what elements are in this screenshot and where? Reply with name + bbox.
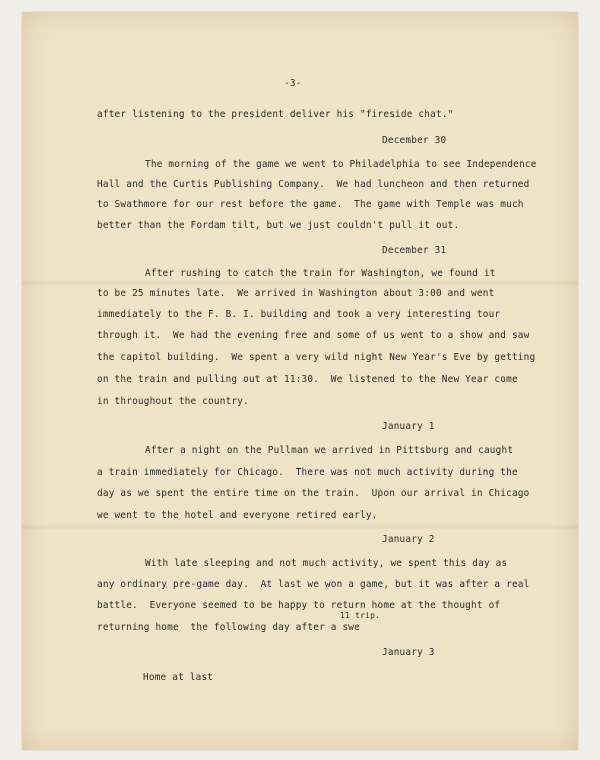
date-heading: December 31 [382, 245, 447, 256]
date-heading: December 30 [382, 135, 447, 146]
text-line: after listening to the president deliver his "fireside chat." [97, 109, 454, 120]
document-page [22, 12, 578, 750]
text-line: Hall and the Curtis Publishing Company. We had luncheon and then returned [97, 179, 530, 190]
page-fold [22, 524, 578, 530]
text-line: The morning of the game we went to Philadelphia to see Independence [145, 159, 537, 170]
date-heading: January 3 [382, 647, 435, 658]
page-fold [22, 280, 578, 286]
text-line: battle. Everyone seemed to be happy to return home at the thought of [97, 600, 501, 611]
text-line: we went to the hotel and everyone retired early. [97, 510, 378, 521]
text-line: in throughout the country. [97, 396, 249, 407]
text-line: After a night on the Pullman we arrived in Pittsburg and caught [145, 445, 514, 456]
text-line: a train immediately for Chicago. There was not much activity during the [97, 467, 518, 478]
date-heading: January 2 [382, 534, 435, 545]
date-heading: January 1 [382, 421, 435, 432]
text-line: any ordinary pre-game day. At last we won a game, but it was after a real [97, 579, 530, 590]
text-line: immediately to the F. B. I. building and took a very interesting tour [97, 309, 501, 320]
text-line: After rushing to catch the train for Washington, we found it [145, 268, 496, 279]
text-line: the capitol building. We spent a very wild night New Year's Eve by getting [97, 352, 536, 363]
text-line: Home at last [143, 672, 214, 683]
text-line: to be 25 minutes late. We arrived in Washington about 3:00 and went [97, 288, 495, 299]
text-line: better than the Fordam tilt, but we just couldn't pull it out. [97, 220, 460, 231]
text-line: through it. We had the evening free and some of us went to a show and saw [97, 330, 530, 341]
page-number: -3- [284, 78, 302, 89]
text-line: With late sleeping and not much activity, we spent this day as [145, 558, 508, 569]
interlinear-insert: 11 trip. [340, 611, 381, 620]
text-line: returning home the following day after a swe [97, 622, 360, 633]
text-line: day as we spent the entire time on the train. Upon our arrival in Chicago [97, 488, 530, 499]
text-line: on the train and pulling out at 11:30. We listened to the New Year come [97, 374, 518, 385]
text-line: to Swathmore for our rest before the game. The game with Temple was much [97, 199, 524, 210]
